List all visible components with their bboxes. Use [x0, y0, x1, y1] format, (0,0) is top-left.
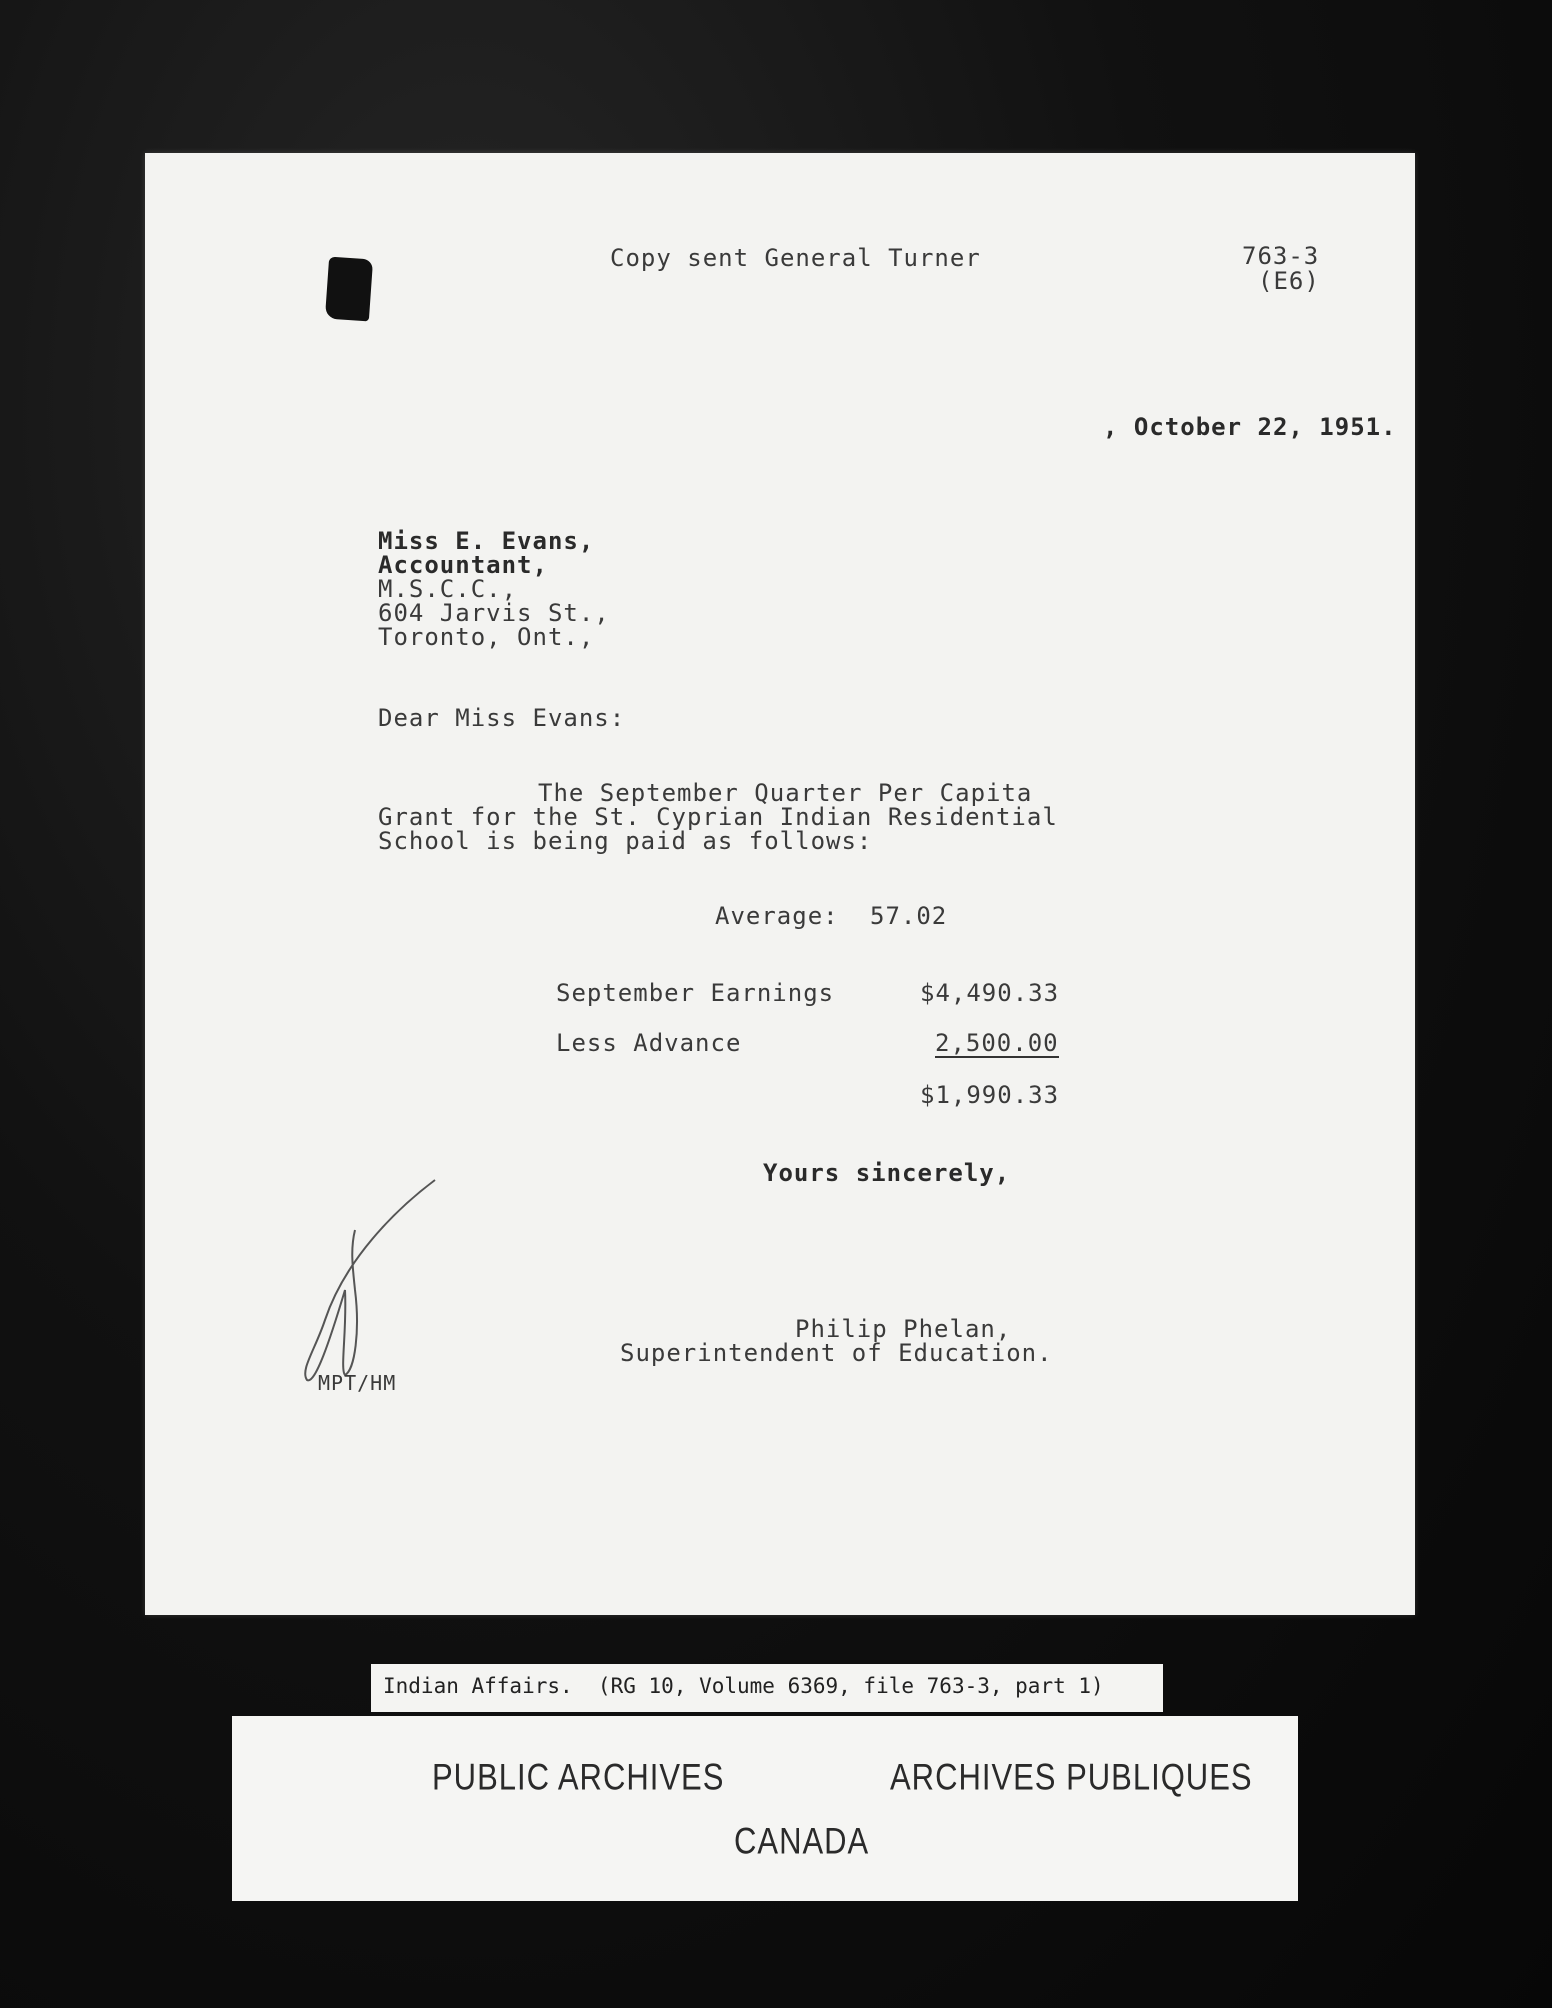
- addressee-line: Accountant,: [378, 551, 548, 579]
- signatory-title: Superintendent of Education.: [620, 1339, 1053, 1367]
- copy-note: Copy sent General Turner: [610, 244, 981, 272]
- average-value: 57.02: [870, 902, 948, 930]
- salutation: Dear Miss Evans:: [378, 704, 626, 732]
- signature-scribble: [285, 1170, 445, 1390]
- closing: Yours sincerely,: [763, 1159, 1011, 1187]
- ledger-amount: $4,490.33: [920, 979, 1060, 1007]
- body-line: Grant for the St. Cyprian Indian Residential: [378, 803, 1058, 831]
- punch-hole-mark: [325, 257, 373, 322]
- archive-reference-tag: [371, 1664, 1163, 1712]
- ledger-label: September Earnings: [556, 979, 835, 1007]
- typist-initials: MPT/HM: [318, 1371, 397, 1395]
- ledger-label: Less Advance: [556, 1029, 742, 1057]
- archives-stamp: [232, 1716, 1298, 1901]
- addressee-line: Toronto, Ont.,: [378, 623, 595, 651]
- average-label: Average:: [715, 902, 839, 930]
- file-number: 763-3: [1242, 242, 1320, 270]
- archive-reference-text: Indian Affairs. (RG 10, Volume 6369, file 763-3, part 1): [383, 1674, 1104, 1698]
- addressee-line: Miss E. Evans,: [378, 527, 595, 555]
- file-sub-number: (E6): [1258, 267, 1320, 295]
- stamp-center-text: CANADA: [734, 1820, 870, 1862]
- ledger-total: $1,990.33: [920, 1081, 1060, 1109]
- stamp-left-text: PUBLIC ARCHIVES: [432, 1756, 725, 1798]
- stamp-right-text: ARCHIVES PUBLIQUES: [890, 1756, 1253, 1798]
- ledger-amount: 2,500.00: [935, 1029, 1059, 1057]
- body-line: School is being paid as follows:: [378, 827, 873, 855]
- body-line: The September Quarter Per Capita: [538, 779, 1033, 807]
- addressee-line: M.S.C.C.,: [378, 575, 518, 603]
- letter-date: , October 22, 1951.: [1103, 413, 1397, 441]
- signatory-name: Philip Phelan,: [795, 1315, 1012, 1343]
- addressee-line: 604 Jarvis St.,: [378, 599, 610, 627]
